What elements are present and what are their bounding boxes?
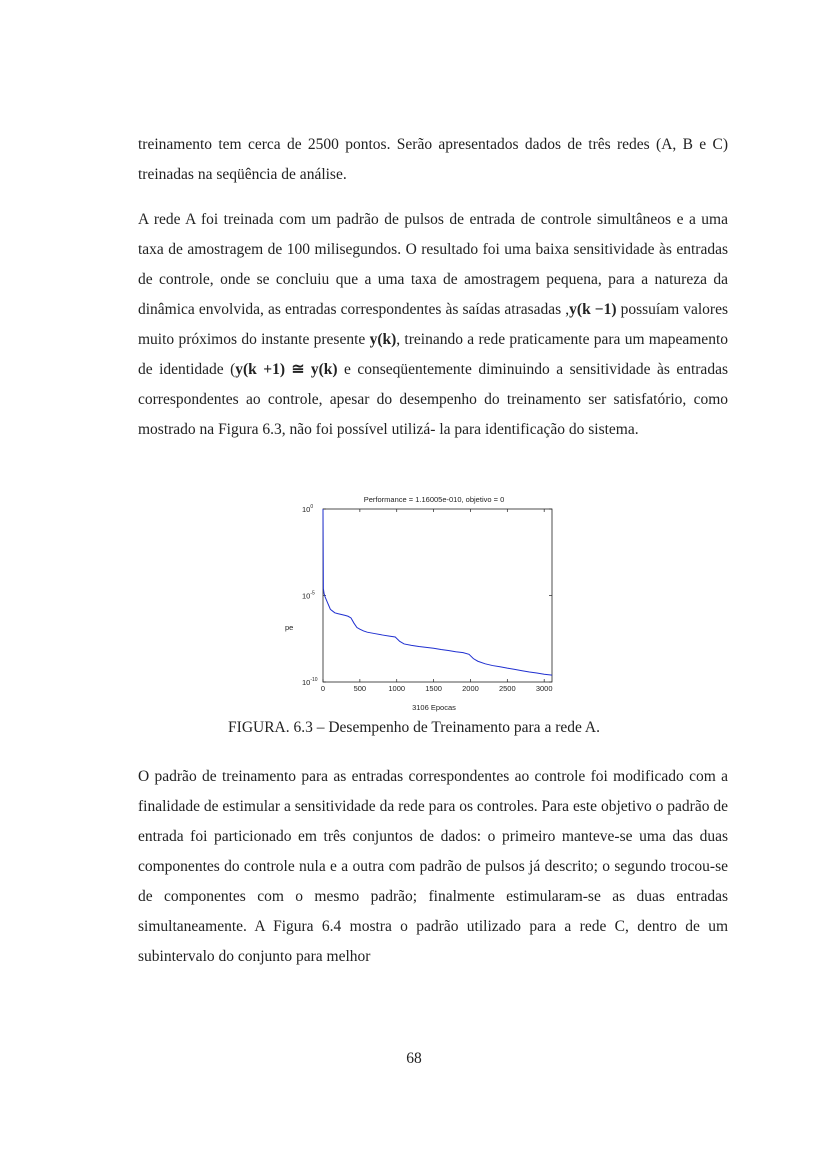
- paragraph-1: [138, 130, 728, 190]
- paragraph-2-text-b: possuíam valores muito próximos do instante presente: [138, 301, 728, 348]
- x-tick-label: 0: [320, 684, 326, 693]
- y-tick-label: $10^{-5}$: [302, 590, 315, 601]
- x-axis-ticks: [321, 509, 553, 693]
- x-tick-label: 500: [353, 684, 367, 693]
- math-y-k: y(k): [369, 331, 397, 348]
- paragraph-1-text: treinamento tem cerca de 2500 pontos. Serão apresentados dados de três redes (A, B e C) treinadas na seqüência de análise.: [138, 136, 728, 183]
- figure-caption: FIGURA. 6.3 – Desempenho de Treinamento para a rede A.: [228, 719, 600, 736]
- x-tick-label: 3000: [535, 684, 553, 693]
- x-tick-label: 1000: [388, 684, 406, 693]
- x-tick-label: 1500: [425, 684, 442, 693]
- math-y-k-minus-1: y(k −1): [569, 301, 617, 318]
- paragraph-2: [138, 205, 728, 445]
- paragraph-3-text: O padrão de treinamento para as entradas correspondentes ao controle foi modificado com a finalidade de estimular a sensitividade da rede para os controles. Para este objetivo o padrão de entrada foi particionado em três conjuntos de dados: o primeiro manteve-se uma das duas componentes do controle nula e a outra com padrão de pulsos já descrito; o segundo trocou-se de componentes com o mesmo padrão; finalmente estimularam-se as duas entradas simultaneamente. A Figura 6.4 mostra o padrão utilizado para a rede C, dentro de um subintervalo do conjunto para melhor: [138, 768, 728, 965]
- page-number: 68: [406, 1050, 422, 1067]
- paragraph-3: [138, 762, 728, 972]
- x-axis-label: 3106 Epocas: [412, 703, 456, 712]
- y-axis-label: pe: [285, 623, 294, 632]
- plot-area: [323, 509, 552, 682]
- paragraph-2-text-d: e conseqüentemente diminuindo a sensitividade às entradas correspondentes ao controle, apesar do desempenho do treinamento ser satisfatório, como mostrado na Figura 6.3, não foi possível utilizá- la para identificação do sistema.: [138, 361, 728, 438]
- series-line: [323, 509, 552, 675]
- y-tick-label: $10^{-10}$: [302, 677, 318, 687]
- paragraph-2-text-a: A rede A foi treinada com um padrão de pulsos de entrada de controle simultâneos e a uma taxa de amostragem de 100 milisegundos. O resultado foi uma baixa sensitividade às entradas de controle, onde se concluiu que a uma taxa de amostragem pequena, para a natureza da dinâmica envolvida, as entradas correspondentes às saídas atrasadas ,: [138, 211, 728, 318]
- math-identity-mapping: y(k +1) ≅ y(k): [235, 361, 338, 378]
- x-tick-label: 2000: [462, 684, 479, 693]
- chart-title: Performance = 1.16005e-010, objetivo = 0: [363, 495, 505, 504]
- y-tick-label: $10^0$: [302, 504, 314, 514]
- paragraph-2-text-c: , treinando a rede praticamente para um mapeamento de identidade (: [138, 331, 728, 378]
- performance-chart: [282, 490, 572, 715]
- x-tick-label: 2500: [498, 684, 516, 693]
- y-axis-ticks: [302, 504, 552, 687]
